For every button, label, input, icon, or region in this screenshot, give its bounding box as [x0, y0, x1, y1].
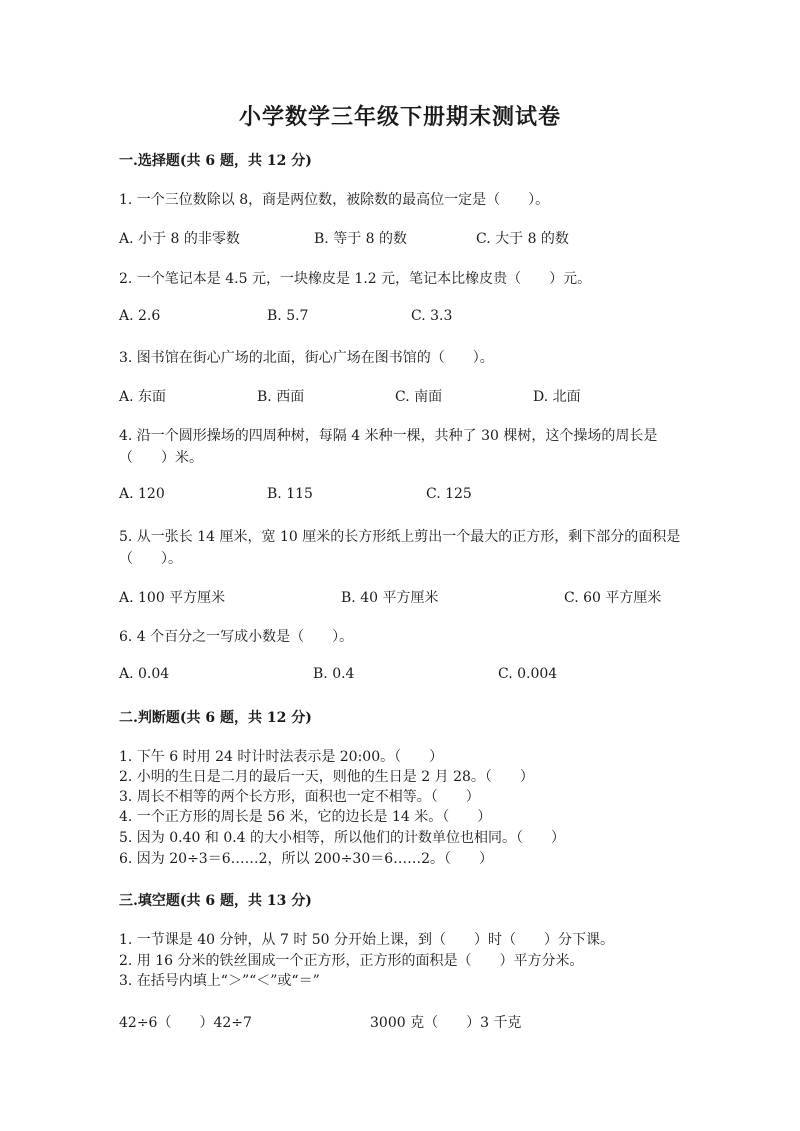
judgment-item-5: 5. 因为 0.40 和 0.4 的大小相等，所以他们的计数单位也相同。（ ）: [119, 830, 566, 846]
option-b: B. 115: [267, 486, 313, 502]
option-b: B. 西面: [257, 389, 305, 405]
question-3: 3. 图书馆在街心广场的北面，街心广场在图书馆的（ ）。: [119, 350, 494, 366]
option-a: A. 东面: [119, 389, 167, 405]
option-b: B. 5.7: [267, 308, 309, 324]
option-b: B. 等于 8 的数: [314, 231, 407, 247]
fill-item-1: 1. 一节课是 40 分钟，从 7 时 50 分开始上课，到（ ）时（ ）分下课。: [119, 932, 615, 948]
judgment-item-6: 6. 因为 20÷3＝6……2，所以 200÷30＝6……2。（ ）: [119, 851, 494, 867]
question-6: 6. 4 个百分之一写成小数是（ ）。: [119, 629, 354, 645]
option-a: A. 0.04: [119, 666, 170, 682]
question-1: 1. 一个三位数除以 8，商是两位数，被除数的最高位一定是（ ）。: [119, 192, 550, 208]
page-title: 小学数学三年级下册期末测试卷: [238, 104, 561, 130]
option-d: D. 北面: [533, 389, 581, 405]
section-heading-fill-in: 三.填空题(共 6 题，共 13 分): [119, 893, 312, 909]
option-c: C. 60 平方厘米: [564, 590, 662, 606]
compare-a: 42÷6（ ）42÷7: [119, 1015, 252, 1031]
section-heading-judgment: 二.判断题(共 6 题，共 12 分): [119, 710, 312, 726]
option-a: A. 100 平方厘米: [119, 590, 226, 606]
compare-b: 3000 克（ ）3 千克: [370, 1015, 522, 1031]
option-a: A. 2.6: [119, 308, 161, 324]
judgment-item-4: 4. 一个正方形的周长是 56 米，它的边长是 14 米。（ ）: [119, 809, 492, 825]
fill-item-2: 2. 用 16 分米的铁丝围成一个正方形，正方形的面积是（ ）平方分米。: [119, 953, 584, 969]
judgment-item-2: 2. 小明的生日是二月的最后一天，则他的生日是 2 月 28。（ ）: [119, 769, 534, 785]
option-c: C. 南面: [395, 389, 443, 405]
section-heading-choice: 一.选择题(共 6 题，共 12 分): [119, 153, 312, 169]
option-c: C. 3.3: [411, 308, 453, 324]
option-a: A. 小于 8 的非零数: [119, 231, 240, 247]
question-4: 4. 沿一个圆形操场的四周种树，每隔 4 米种一棵，共种了 30 棵树，这个操场的周长是（ ）米。: [119, 428, 658, 466]
option-a: A. 120: [119, 486, 165, 502]
option-c: C. 0.004: [498, 666, 558, 682]
judgment-item-3: 3. 周长不相等的两个长方形，面积也一定不相等。（ ）: [119, 789, 480, 805]
option-b: B. 40 平方厘米: [341, 590, 439, 606]
option-b: B. 0.4: [313, 666, 355, 682]
judgment-item-1: 1. 下午 6 时用 24 时计时法表示是 20:00。（ ）: [119, 749, 444, 765]
question-2: 2. 一个笔记本是 4.5 元，一块橡皮是 1.2 元，笔记本比橡皮贵（ ）元。: [119, 271, 592, 287]
option-c: C. 大于 8 的数: [476, 231, 569, 247]
question-5: 5. 从一张长 14 厘米，宽 10 厘米的长方形纸上剪出一个最大的正方形，剩下部分的面积是（ ）。: [119, 529, 681, 567]
option-c: C. 125: [426, 486, 472, 502]
fill-item-3: 3. 在括号内填上“＞”“＜”或“＝”: [119, 973, 320, 989]
